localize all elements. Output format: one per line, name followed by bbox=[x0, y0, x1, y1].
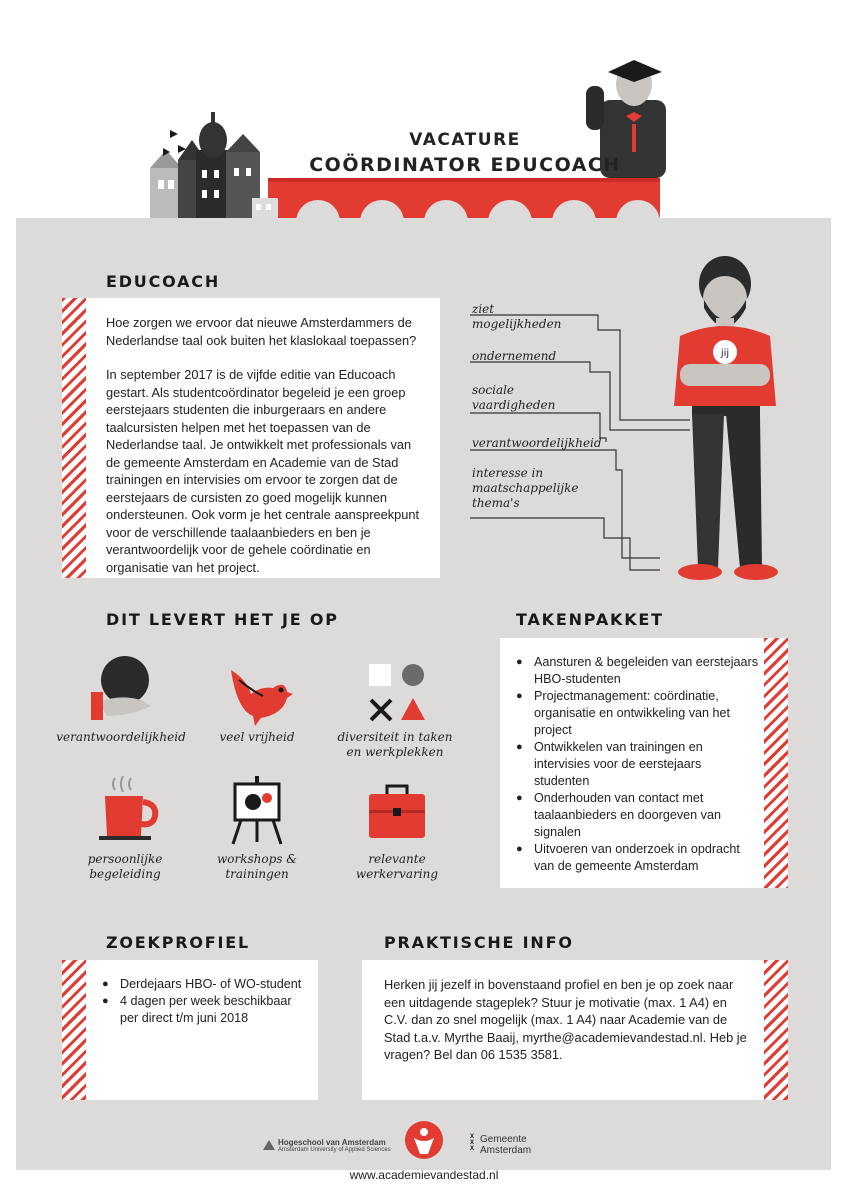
benefit-verantwoordelijkheid bbox=[56, 650, 186, 745]
praktisch-card bbox=[362, 960, 766, 1100]
benefit-workshops bbox=[192, 772, 322, 882]
bird-icon bbox=[217, 650, 297, 726]
gemeente-logo: XXX Gemeente Amsterdam bbox=[470, 1134, 532, 1156]
person-badge: jij bbox=[720, 348, 730, 359]
amsterdam-xxx-icon: XXX bbox=[470, 1134, 475, 1152]
praktisch-text: Herken jij jezelf in bovenstaand profiel en ben je op zoek naar een uitdagende stageplek? Stuur je motivatie (max. 1 A4) en C.V. dan zo snel mogelijk (max. 1 A4) naar Academie van de Stad t.a.v. Myrthe Baaij, myrthe@academievandestad.nl. Heb je vragen? Bel dan 06 1535 3581. bbox=[384, 977, 747, 1062]
praktisch-stripe bbox=[764, 960, 788, 1100]
page-title bbox=[300, 130, 630, 176]
list-item: ● Onderhouden van contact met taalaanbieders en doorgeven van signalen bbox=[516, 790, 760, 841]
takenpakket-card bbox=[500, 638, 766, 888]
hva-logo: Hogeschool van Amsterdam Amsterdam University of Applied Sciences bbox=[278, 1138, 391, 1153]
academie-logo-icon bbox=[404, 1120, 444, 1160]
educoach-card bbox=[86, 298, 440, 578]
benefit-label: verantwoordelijkheid bbox=[56, 730, 186, 744]
benefit-label: workshops & trainingen bbox=[217, 852, 297, 881]
benefit-label: veel vrijheid bbox=[219, 730, 295, 744]
person-illustration bbox=[652, 256, 792, 586]
hva-logo-icon bbox=[262, 1138, 276, 1152]
takenpakket-heading: TAKENPAKKET bbox=[516, 610, 664, 629]
zoekprofiel-card bbox=[86, 960, 318, 1100]
title-line-1: VACATURE bbox=[409, 130, 521, 150]
list-item: ● 4 dagen per week beschikbaar per direct t/m juni 2018 bbox=[102, 993, 310, 1027]
educoach-stripe bbox=[62, 298, 86, 578]
list-item: ● Ontwikkelen van trainingen en intervisies voor de eerstejaars studenten bbox=[516, 739, 760, 790]
trait-verantwoordelijkheid: verantwoordelijkheid bbox=[472, 436, 602, 450]
hand-ball-icon bbox=[81, 650, 161, 726]
benefit-diversiteit bbox=[330, 650, 460, 760]
benefit-werkervaring bbox=[332, 772, 462, 882]
header bbox=[0, 0, 848, 230]
trait-sociale-vaardigheden: sociale vaardigheden bbox=[472, 383, 556, 412]
mug-icon bbox=[85, 772, 165, 848]
list-item: ● Uitvoeren van onderzoek in opdracht van de gemeente Amsterdam bbox=[516, 841, 760, 875]
trait-interesse: interesse in maatschappelijke thema's bbox=[472, 466, 579, 510]
trait-ziet-mogelijkheden: ziet mogelijkheden bbox=[472, 302, 562, 331]
benefit-persoonlijke-begeleiding bbox=[60, 772, 190, 882]
flipchart-icon bbox=[217, 772, 297, 848]
footer-url-link[interactable]: www.academievandestad.nl bbox=[349, 1168, 499, 1182]
takenpakket-stripe bbox=[764, 638, 788, 888]
benefit-label: relevante werkervaring bbox=[355, 852, 439, 881]
praktisch-heading: PRAKTISCHE INFO bbox=[384, 933, 574, 952]
benefits-heading: DIT LEVERT HET JE OP bbox=[106, 610, 339, 629]
educoach-intro: Hoe zorgen we ervoor dat nieuwe Amsterdammers de Nederlandse taal ook buiten het klaslokaal toepassen? bbox=[106, 315, 417, 348]
educoach-body: In september 2017 is de vijfde editie van Educoach gestart. Als studentcoördinator begeleid je een groep eerstejaars studenten die inburgeraars en andere taalcursisten helpen met het toepassen van de Nederlandse taal. Je ontwikkelt met professionals van de gemeente Amsterdam en Academie van de Stad trainingen en intervisies om ervoor te zorgen dat de eerstejaars de cursisten zo goed mogelijk kunnen ondersteunen. Ook vorm je het centrale aanspreekpunt voor de verschillende taalaanbieders en ben je verantwoordelijk voor de gehele coördinatie en organisatie van het project. bbox=[106, 367, 420, 575]
list-item: ● Derdejaars HBO- of WO-student bbox=[102, 976, 310, 993]
zoekprofiel-stripe bbox=[62, 960, 86, 1100]
briefcase-icon bbox=[357, 772, 437, 848]
zoekprofiel-list bbox=[102, 976, 310, 1027]
list-item: ● Aansturen & begeleiden van eerstejaars HBO-studenten bbox=[516, 654, 760, 688]
trait-ondernemend: ondernemend bbox=[472, 349, 557, 363]
list-item: ● Projectmanagement: coördinatie, organisatie en ontwikkeling van het project bbox=[516, 688, 760, 739]
takenpakket-list bbox=[516, 654, 760, 875]
zoekprofiel-heading: ZOEKPROFIEL bbox=[106, 933, 250, 952]
educoach-heading: EDUCOACH bbox=[106, 272, 221, 291]
city-skyline-illustration bbox=[0, 0, 848, 230]
shapes-icon bbox=[355, 650, 435, 726]
benefit-label: diversiteit in taken en werkplekken bbox=[337, 730, 453, 759]
title-line-2: COÖRDINATOR EDUCOACH bbox=[309, 154, 621, 176]
benefit-label: persoonlijke begeleiding bbox=[87, 852, 163, 881]
benefit-veel-vrijheid bbox=[192, 650, 322, 745]
